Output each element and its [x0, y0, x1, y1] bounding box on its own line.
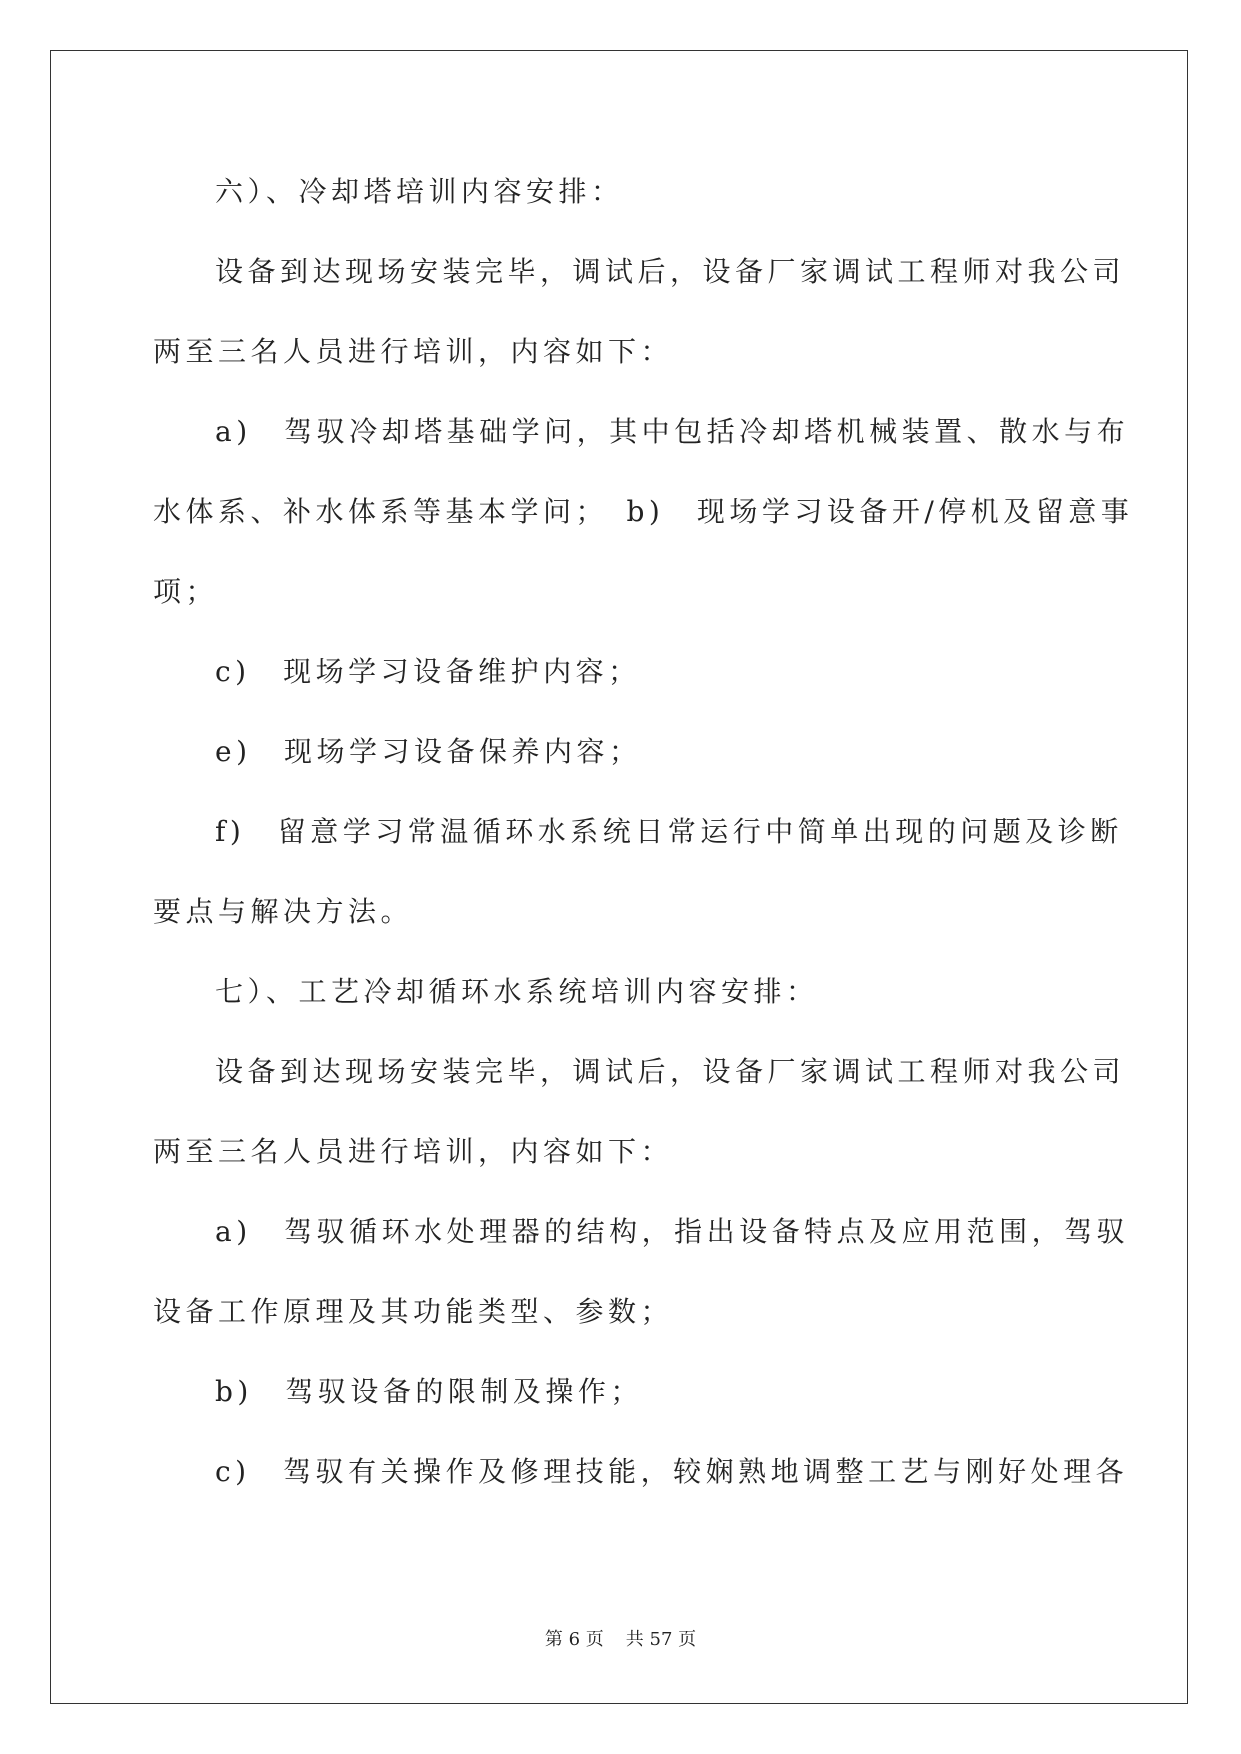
list-item-line: 设备工作原理及其功能类型、参数； — [153, 1295, 674, 1328]
paragraph-line: 设备到达现场安装完毕，调试后，设备厂家调试工程师对我公司 — [215, 255, 1126, 288]
page-number: 第 6 页 — [544, 1629, 604, 1650]
list-item-line: a) 驾驭循环水处理器的结构，指出设备特点及应用范围，驾驭 — [215, 1215, 1130, 1248]
list-item-line: f) 留意学习常温循环水系统日常运行中简单出现的问题及诊断 — [215, 815, 1123, 848]
list-item-line: c) 现场学习设备维护内容； — [215, 655, 641, 688]
list-item-line: a) 驾驭冷却塔基础学问，其中包括冷却塔机械装置、散水与布 — [215, 415, 1130, 448]
page-total: 共 57 页 — [625, 1629, 697, 1650]
page-footer — [0, 1628, 1241, 1652]
paragraph-line: 两至三名人员进行培训，内容如下： — [153, 335, 674, 368]
section-heading-cooling-tower: 六）、冷却塔培训内容安排： — [215, 175, 624, 208]
paragraph-line: 设备到达现场安装完毕，调试后，设备厂家调试工程师对我公司 — [215, 1055, 1126, 1088]
section-heading-process-cooling: 七）、工艺冷却循环水系统培训内容安排： — [215, 975, 819, 1008]
list-item-line: e) 现场学习设备保养内容； — [215, 735, 642, 768]
list-item-line: 水体系、补水体系等基本学问； b) 现场学习设备开/停机及留意事 — [153, 495, 1134, 528]
list-item-line: 要点与解决方法。 — [153, 895, 414, 928]
list-item-line: c) 驾驭有关操作及修理技能，较娴熟地调整工艺与刚好处理各 — [215, 1455, 1129, 1488]
list-item-line: 项； — [153, 575, 219, 608]
paragraph-line: 两至三名人员进行培训，内容如下： — [153, 1135, 674, 1168]
list-item-line: b) 驾驭设备的限制及操作； — [215, 1375, 643, 1408]
